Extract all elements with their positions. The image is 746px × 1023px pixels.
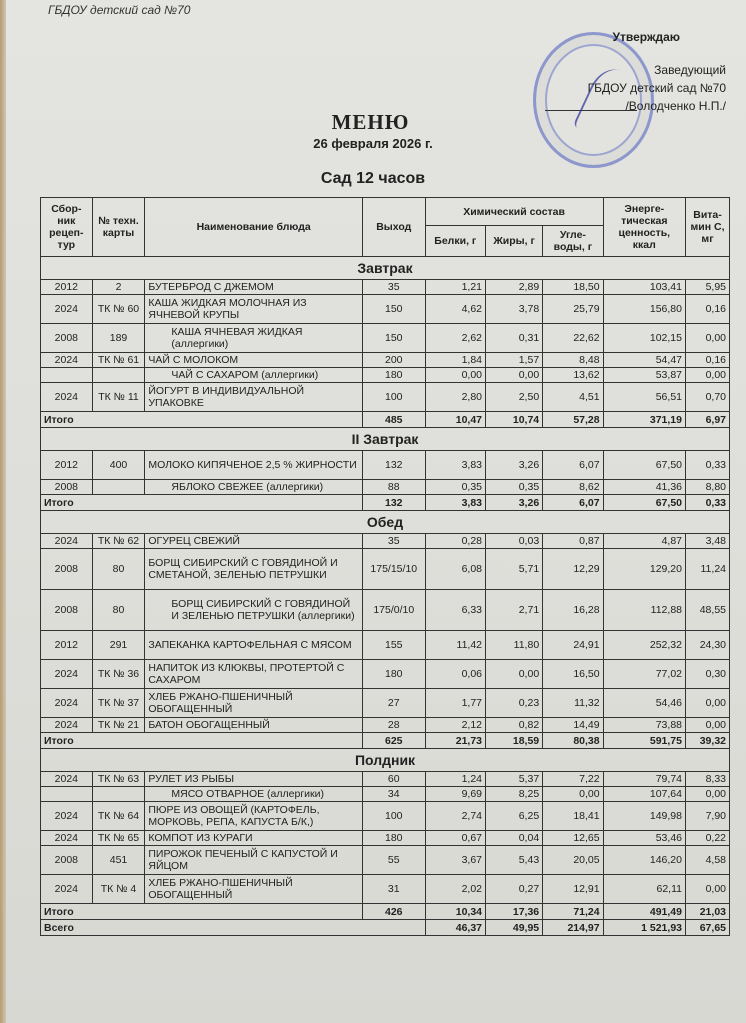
page-edge — [0, 0, 6, 1023]
vitc-cell: 8,33 — [686, 772, 730, 787]
carbs-cell: 18,50 — [543, 280, 603, 295]
total-vitc: 6,97 — [686, 412, 730, 428]
approve-position: Заведующий — [654, 63, 726, 77]
table-row — [41, 631, 730, 660]
protein-cell: 0,67 — [425, 831, 485, 846]
col-vitc: Вита-мин С, мг — [686, 198, 730, 257]
carbs-cell: 20,05 — [543, 846, 603, 875]
total-carbs: 57,28 — [543, 412, 603, 428]
carbs-cell: 6,07 — [543, 451, 603, 480]
table-header — [41, 198, 730, 257]
energy-cell: 56,51 — [603, 383, 685, 412]
protein-cell: 1,77 — [425, 689, 485, 718]
fat-cell: 0,31 — [486, 324, 543, 353]
table-row — [41, 324, 730, 353]
carbs-cell: 4,51 — [543, 383, 603, 412]
fat-cell: 5,37 — [486, 772, 543, 787]
sbornik-cell: 2012 — [41, 451, 93, 480]
output-cell: 100 — [362, 802, 425, 831]
protein-cell: 2,80 — [425, 383, 485, 412]
total-vitc: 0,33 — [686, 495, 730, 511]
sbornik-cell: 2024 — [41, 295, 93, 324]
total-label: Итого — [41, 904, 363, 920]
table-row — [41, 660, 730, 689]
protein-cell: 2,62 — [425, 324, 485, 353]
protein-cell: 1,24 — [425, 772, 485, 787]
table-row — [41, 383, 730, 412]
fat-cell: 0,04 — [486, 831, 543, 846]
section-title: Полдник — [41, 749, 730, 772]
carbs-cell: 14,49 — [543, 718, 603, 733]
output-cell: 150 — [362, 295, 425, 324]
output-cell: 55 — [362, 846, 425, 875]
dish-name-cell: ПИРОЖОК ПЕЧЕНЫЙ С КАПУСТОЙ И ЯЙЦОМ — [145, 846, 363, 875]
energy-cell: 54,47 — [603, 353, 685, 368]
table-row — [41, 772, 730, 787]
vitc-cell: 0,33 — [686, 451, 730, 480]
dish-name-cell: ЯБЛОКО СВЕЖЕЕ (аллергики) — [145, 480, 363, 495]
output-cell: 60 — [362, 772, 425, 787]
sbornik-cell: 2012 — [41, 631, 93, 660]
fat-cell: 0,00 — [486, 368, 543, 383]
approve-name: /Володченко Н.П./ — [625, 99, 726, 113]
output-cell: 180 — [362, 660, 425, 689]
menu-table — [40, 197, 730, 936]
total-output: 426 — [362, 904, 425, 920]
approve-org: ГБДОУ детский сад №70 — [587, 81, 726, 95]
grand-total-vitc: 67,65 — [686, 920, 730, 936]
output-cell: 88 — [362, 480, 425, 495]
tk-cell: 80 — [92, 549, 145, 590]
output-cell: 35 — [362, 534, 425, 549]
total-energy: 491,49 — [603, 904, 685, 920]
carbs-cell: 0,00 — [543, 787, 603, 802]
section-header — [41, 749, 730, 772]
dish-name-cell: РУЛЕТ ИЗ РЫБЫ — [145, 772, 363, 787]
fat-cell: 8,25 — [486, 787, 543, 802]
output-cell: 200 — [362, 353, 425, 368]
protein-cell: 6,33 — [425, 590, 485, 631]
table-row — [41, 802, 730, 831]
carbs-cell: 24,91 — [543, 631, 603, 660]
table-row — [41, 280, 730, 295]
vitc-cell: 3,48 — [686, 534, 730, 549]
table-row — [41, 368, 730, 383]
tk-cell: 189 — [92, 324, 145, 353]
carbs-cell: 18,41 — [543, 802, 603, 831]
energy-cell: 149,98 — [603, 802, 685, 831]
table-row — [41, 831, 730, 846]
tk-cell: ТК № 63 — [92, 772, 145, 787]
sbornik-cell: 2008 — [41, 846, 93, 875]
dish-name-cell: БУТЕРБРОД С ДЖЕМОМ — [145, 280, 363, 295]
vitc-cell: 5,95 — [686, 280, 730, 295]
sbornik-cell: 2024 — [41, 534, 93, 549]
tk-cell: ТК № 64 — [92, 802, 145, 831]
dish-name-cell: БОРЩ СИБИРСКИЙ С ГОВЯДИНОЙ И ЗЕЛЕНЬЮ ПЕТРУШКИ (аллергики) — [145, 590, 363, 631]
col-protein: Белки, г — [425, 226, 485, 257]
tk-cell: 80 — [92, 590, 145, 631]
protein-cell: 1,84 — [425, 353, 485, 368]
output-cell: 155 — [362, 631, 425, 660]
grand-total-row — [41, 920, 730, 936]
vitc-cell: 0,00 — [686, 718, 730, 733]
total-carbs: 71,24 — [543, 904, 603, 920]
tk-cell — [92, 787, 145, 802]
total-protein: 10,47 — [425, 412, 485, 428]
fat-cell: 0,00 — [486, 660, 543, 689]
sbornik-cell: 2024 — [41, 875, 93, 904]
energy-cell: 79,74 — [603, 772, 685, 787]
table-row — [41, 480, 730, 495]
fat-cell: 5,43 — [486, 846, 543, 875]
energy-cell: 102,15 — [603, 324, 685, 353]
sbornik-cell: 2024 — [41, 353, 93, 368]
tk-cell: 451 — [92, 846, 145, 875]
table-body — [41, 257, 730, 936]
energy-cell: 129,20 — [603, 549, 685, 590]
sbornik-cell: 2008 — [41, 590, 93, 631]
sbornik-cell: 2012 — [41, 280, 93, 295]
dish-name-cell: ЧАЙ С САХАРОМ (аллергики) — [145, 368, 363, 383]
table-row — [41, 451, 730, 480]
fat-cell: 3,26 — [486, 451, 543, 480]
col-carbs: Угле-воды, г — [543, 226, 603, 257]
sbornik-cell: 2008 — [41, 324, 93, 353]
energy-cell: 4,87 — [603, 534, 685, 549]
carbs-cell: 8,48 — [543, 353, 603, 368]
section-header — [41, 428, 730, 451]
sbornik-cell: 2024 — [41, 660, 93, 689]
section-total-row — [41, 412, 730, 428]
grand-total-carbs: 214,97 — [543, 920, 603, 936]
protein-cell: 4,62 — [425, 295, 485, 324]
carbs-cell: 16,28 — [543, 590, 603, 631]
output-cell: 175/15/10 — [362, 549, 425, 590]
output-cell: 180 — [362, 368, 425, 383]
sbornik-cell: 2024 — [41, 689, 93, 718]
tk-cell: ТК № 11 — [92, 383, 145, 412]
energy-cell: 73,88 — [603, 718, 685, 733]
energy-cell: 112,88 — [603, 590, 685, 631]
vitc-cell: 0,70 — [686, 383, 730, 412]
sbornik-cell — [41, 787, 93, 802]
approve-title: Утверждаю — [612, 30, 680, 44]
dish-name-cell: ХЛЕБ РЖАНО-ПШЕНИЧНЫЙ ОБОГАЩЕННЫЙ — [145, 689, 363, 718]
section-header — [41, 511, 730, 534]
table-row — [41, 549, 730, 590]
energy-cell: 77,02 — [603, 660, 685, 689]
dish-name-cell: КАША ЯЧНЕВАЯ ЖИДКАЯ (аллергики) — [145, 324, 363, 353]
total-protein: 3,83 — [425, 495, 485, 511]
protein-cell: 0,28 — [425, 534, 485, 549]
sbornik-cell: 2024 — [41, 718, 93, 733]
fat-cell: 0,35 — [486, 480, 543, 495]
dish-name-cell: МОЛОКО КИПЯЧЕНОЕ 2,5 % ЖИРНОСТИ — [145, 451, 363, 480]
total-fat: 18,59 — [486, 733, 543, 749]
total-fat: 10,74 — [486, 412, 543, 428]
energy-cell: 252,32 — [603, 631, 685, 660]
tk-cell: 400 — [92, 451, 145, 480]
fat-cell: 2,50 — [486, 383, 543, 412]
col-fat: Жиры, г — [486, 226, 543, 257]
output-cell: 31 — [362, 875, 425, 904]
total-label: Итого — [41, 412, 363, 428]
dish-name-cell: БАТОН ОБОГАЩЕННЫЙ — [145, 718, 363, 733]
total-output: 485 — [362, 412, 425, 428]
sbornik-cell: 2024 — [41, 383, 93, 412]
section-title: Завтрак — [41, 257, 730, 280]
vitc-cell: 8,80 — [686, 480, 730, 495]
energy-cell: 156,80 — [603, 295, 685, 324]
energy-cell: 146,20 — [603, 846, 685, 875]
fat-cell: 6,25 — [486, 802, 543, 831]
tk-cell: ТК № 21 — [92, 718, 145, 733]
total-label: Итого — [41, 495, 363, 511]
carbs-cell: 8,62 — [543, 480, 603, 495]
carbs-cell: 13,62 — [543, 368, 603, 383]
total-output: 132 — [362, 495, 425, 511]
protein-cell: 11,42 — [425, 631, 485, 660]
tk-cell — [92, 368, 145, 383]
total-vitc: 39,32 — [686, 733, 730, 749]
grand-total-label: Всего — [41, 920, 426, 936]
col-name: Наименование блюда — [145, 198, 363, 257]
table-row — [41, 353, 730, 368]
table-row — [41, 875, 730, 904]
sbornik-cell: 2024 — [41, 831, 93, 846]
energy-cell: 67,50 — [603, 451, 685, 480]
carbs-cell: 12,65 — [543, 831, 603, 846]
output-cell: 35 — [362, 280, 425, 295]
energy-cell: 103,41 — [603, 280, 685, 295]
col-sbornik: Сбор-ник рецеп-тур — [41, 198, 93, 257]
protein-cell: 3,83 — [425, 451, 485, 480]
sbornik-cell: 2024 — [41, 772, 93, 787]
energy-cell: 107,64 — [603, 787, 685, 802]
col-energy: Энерге-тическая ценность, ккал — [603, 198, 685, 257]
table-row — [41, 295, 730, 324]
protein-cell: 0,06 — [425, 660, 485, 689]
protein-cell: 0,35 — [425, 480, 485, 495]
col-output: Выход — [362, 198, 425, 257]
org-name: ГБДОУ детский сад №70 — [48, 3, 191, 17]
carbs-cell: 25,79 — [543, 295, 603, 324]
vitc-cell: 0,00 — [686, 368, 730, 383]
fat-cell: 11,80 — [486, 631, 543, 660]
total-carbs: 6,07 — [543, 495, 603, 511]
vitc-cell: 0,16 — [686, 353, 730, 368]
group-label: Сад 12 часов — [320, 170, 426, 187]
carbs-cell: 12,91 — [543, 875, 603, 904]
fat-cell: 3,78 — [486, 295, 543, 324]
fat-cell: 5,71 — [486, 549, 543, 590]
total-fat: 17,36 — [486, 904, 543, 920]
carbs-cell: 12,29 — [543, 549, 603, 590]
protein-cell: 2,02 — [425, 875, 485, 904]
section-total-row — [41, 733, 730, 749]
protein-cell: 9,69 — [425, 787, 485, 802]
tk-cell: ТК № 62 — [92, 534, 145, 549]
tk-cell: ТК № 65 — [92, 831, 145, 846]
dish-name-cell: ОГУРЕЦ СВЕЖИЙ — [145, 534, 363, 549]
total-label: Итого — [41, 733, 363, 749]
table-row — [41, 846, 730, 875]
dish-name-cell: ХЛЕБ РЖАНО-ПШЕНИЧНЫЙ ОБОГАЩЕННЫЙ — [145, 875, 363, 904]
sbornik-cell — [41, 368, 93, 383]
total-carbs: 80,38 — [543, 733, 603, 749]
table-row — [41, 718, 730, 733]
carbs-cell: 22,62 — [543, 324, 603, 353]
dish-name-cell: ЗАПЕКАНКА КАРТОФЕЛЬНАЯ С МЯСОМ — [145, 631, 363, 660]
table-row — [41, 689, 730, 718]
protein-cell: 2,74 — [425, 802, 485, 831]
tk-cell: ТК № 37 — [92, 689, 145, 718]
vitc-cell: 48,55 — [686, 590, 730, 631]
grand-total-energy: 1 521,93 — [603, 920, 685, 936]
vitc-cell: 0,00 — [686, 787, 730, 802]
section-header — [41, 257, 730, 280]
total-energy: 371,19 — [603, 412, 685, 428]
total-vitc: 21,03 — [686, 904, 730, 920]
dish-name-cell: ЧАЙ С МОЛОКОМ — [145, 353, 363, 368]
vitc-cell: 0,00 — [686, 875, 730, 904]
table-row — [41, 787, 730, 802]
tk-cell: ТК № 36 — [92, 660, 145, 689]
section-title: Обед — [41, 511, 730, 534]
fat-cell: 0,03 — [486, 534, 543, 549]
vitc-cell: 11,24 — [686, 549, 730, 590]
grand-total-fat: 49,95 — [486, 920, 543, 936]
protein-cell: 1,21 — [425, 280, 485, 295]
section-title: II Завтрак — [41, 428, 730, 451]
protein-cell: 3,67 — [425, 846, 485, 875]
energy-cell: 53,46 — [603, 831, 685, 846]
energy-cell: 54,46 — [603, 689, 685, 718]
vitc-cell: 0,16 — [686, 295, 730, 324]
vitc-cell: 0,30 — [686, 660, 730, 689]
vitc-cell: 0,00 — [686, 324, 730, 353]
carbs-cell: 11,32 — [543, 689, 603, 718]
vitc-cell: 0,22 — [686, 831, 730, 846]
total-energy: 67,50 — [603, 495, 685, 511]
sbornik-cell: 2008 — [41, 480, 93, 495]
tk-cell: ТК № 61 — [92, 353, 145, 368]
table-row — [41, 590, 730, 631]
carbs-cell: 0,87 — [543, 534, 603, 549]
protein-cell: 2,12 — [425, 718, 485, 733]
dish-name-cell: КАША ЖИДКАЯ МОЛОЧНАЯ ИЗ ЯЧНЕВОЙ КРУПЫ — [145, 295, 363, 324]
fat-cell: 0,82 — [486, 718, 543, 733]
output-cell: 100 — [362, 383, 425, 412]
total-protein: 10,34 — [425, 904, 485, 920]
vitc-cell: 4,58 — [686, 846, 730, 875]
dish-name-cell: КОМПОТ ИЗ КУРАГИ — [145, 831, 363, 846]
total-fat: 3,26 — [486, 495, 543, 511]
dish-name-cell: НАПИТОК ИЗ КЛЮКВЫ, ПРОТЕРТОЙ С САХАРОМ — [145, 660, 363, 689]
energy-cell: 41,36 — [603, 480, 685, 495]
fat-cell: 1,57 — [486, 353, 543, 368]
output-cell: 34 — [362, 787, 425, 802]
approval-block — [588, 28, 726, 115]
dish-name-cell: БОРЩ СИБИРСКИЙ С ГОВЯДИНОЙ И СМЕТАНОЙ, ЗЕЛЕНЬЮ ПЕТРУШКИ — [145, 549, 363, 590]
col-chem: Химический состав — [425, 198, 603, 226]
page-title: МЕНЮ — [331, 110, 410, 134]
tk-cell: 291 — [92, 631, 145, 660]
output-cell: 175/0/10 — [362, 590, 425, 631]
tk-cell: ТК № 4 — [92, 875, 145, 904]
energy-cell: 62,11 — [603, 875, 685, 904]
output-cell: 180 — [362, 831, 425, 846]
section-total-row — [41, 495, 730, 511]
total-energy: 591,75 — [603, 733, 685, 749]
total-protein: 21,73 — [425, 733, 485, 749]
carbs-cell: 7,22 — [543, 772, 603, 787]
tk-cell — [92, 480, 145, 495]
energy-cell: 53,87 — [603, 368, 685, 383]
fat-cell: 2,89 — [486, 280, 543, 295]
fat-cell: 2,71 — [486, 590, 543, 631]
protein-cell: 0,00 — [425, 368, 485, 383]
sbornik-cell: 2024 — [41, 802, 93, 831]
output-cell: 132 — [362, 451, 425, 480]
output-cell: 27 — [362, 689, 425, 718]
dish-name-cell: МЯСО ОТВАРНОЕ (аллергики) — [145, 787, 363, 802]
dish-name-cell: ПЮРЕ ИЗ ОВОЩЕЙ (КАРТОФЕЛЬ, МОРКОВЬ, РЕПА, КАПУСТА Б/К,) — [145, 802, 363, 831]
output-cell: 28 — [362, 718, 425, 733]
tk-cell: ТК № 60 — [92, 295, 145, 324]
fat-cell: 0,23 — [486, 689, 543, 718]
output-cell: 150 — [362, 324, 425, 353]
tk-cell: 2 — [92, 280, 145, 295]
vitc-cell: 0,00 — [686, 689, 730, 718]
table-row — [41, 534, 730, 549]
section-total-row — [41, 904, 730, 920]
menu-date: 26 февраля 2026 г. — [313, 136, 433, 151]
dish-name-cell: ЙОГУРТ В ИНДИВИДУАЛЬНОЙ УПАКОВКЕ — [145, 383, 363, 412]
grand-total-protein: 46,37 — [425, 920, 485, 936]
vitc-cell: 7,90 — [686, 802, 730, 831]
sbornik-cell: 2008 — [41, 549, 93, 590]
total-output: 625 — [362, 733, 425, 749]
protein-cell: 6,08 — [425, 549, 485, 590]
col-tk: № техн. карты — [92, 198, 145, 257]
fat-cell: 0,27 — [486, 875, 543, 904]
vitc-cell: 24,30 — [686, 631, 730, 660]
carbs-cell: 16,50 — [543, 660, 603, 689]
